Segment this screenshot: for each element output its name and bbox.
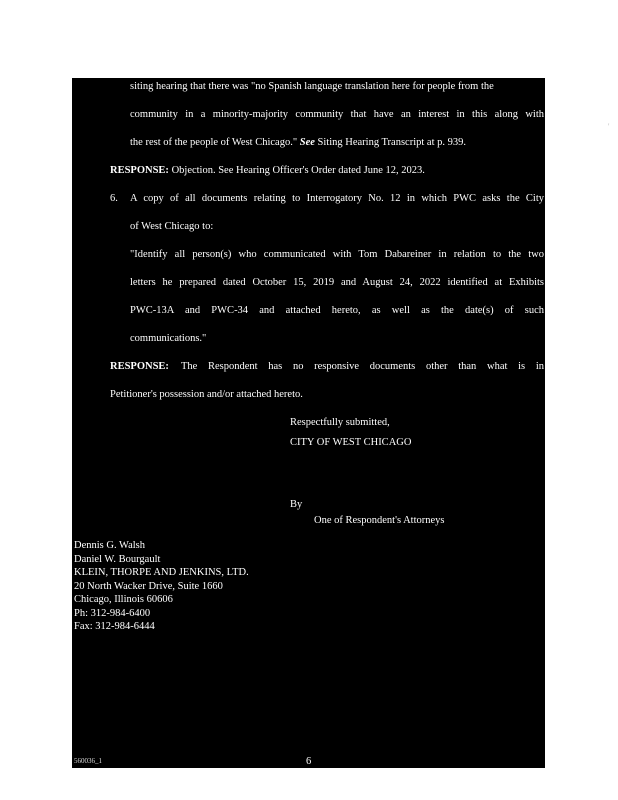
quote-line-1: "Identify all person(s) who communicated with Tom Dabareiner in relation to the two — [130, 249, 544, 260]
attorney-name-1: Dennis G. Walsh — [74, 540, 145, 551]
attorney-caption: One of Respondent's Attorneys — [314, 515, 445, 526]
response-2-text: The Respondent has no responsive documents other than what is in — [180, 361, 544, 372]
quote-line-4: communications." — [130, 333, 207, 344]
body-line-1-text: siting hearing that there was "no Spanish language translation here for people from the — [130, 81, 494, 92]
response-1 — [110, 164, 425, 178]
request-6-line-1: A copy of all documents relating to Interrogatory No. 12 in which PWC asks the City — [130, 193, 544, 204]
response-2-label: RESPONSE: — [110, 361, 169, 372]
transcript-citation: Siting Hearing Transcript at p. 939. — [317, 137, 466, 148]
firm-city: Chicago, Illinois 60606 — [74, 594, 173, 605]
firm-street: 20 North Wacker Drive, Suite 1660 — [74, 580, 223, 592]
response-1-text: Objection. See Hearing Officer's Order dated June 12, 2023. — [171, 165, 425, 176]
response-1-label: RESPONSE: — [110, 165, 169, 176]
document-page — [72, 78, 545, 768]
client-name: CITY OF WEST CHICAGO — [290, 437, 412, 448]
document-id: 560036_1 — [74, 757, 102, 765]
by-line: By — [290, 499, 303, 510]
body-line-3 — [130, 136, 466, 150]
see-citation-signal: See — [299, 137, 315, 148]
request-6-line-2: of West Chicago to: — [130, 221, 214, 232]
body-line-3-text: the rest of the people of West Chicago." — [130, 137, 298, 148]
response-2 — [110, 360, 544, 374]
page-number: 6 — [306, 756, 312, 767]
quote-line-3: PWC-13A and PWC-34 and attached hereto, as well as the date(s) of such — [130, 305, 544, 316]
firm-name: KLEIN, THORPE AND JENKINS, LTD. — [74, 567, 249, 578]
request-6-number: 6. — [110, 193, 118, 204]
attorney-name-2: Daniel W. Bourgault — [74, 553, 161, 565]
stray-mark: ' — [608, 122, 610, 131]
quote-line-2: letters he prepared dated October 15, 2019 and August 24, 2022 identified at Exhibits — [130, 277, 544, 288]
body-line-2: community in a minority-majority community that have an interest in this along with — [130, 109, 544, 120]
signature-block — [74, 539, 249, 634]
firm-fax: Fax: 312-984-6444 — [74, 621, 155, 632]
response-2-line-2: Petitioner's possession and/or attached hereto. — [110, 389, 303, 400]
body-line-1 — [130, 80, 544, 94]
firm-phone: Ph: 312-984-6400 — [74, 607, 151, 619]
respectfully-submitted: Respectfully submitted, — [290, 417, 390, 428]
